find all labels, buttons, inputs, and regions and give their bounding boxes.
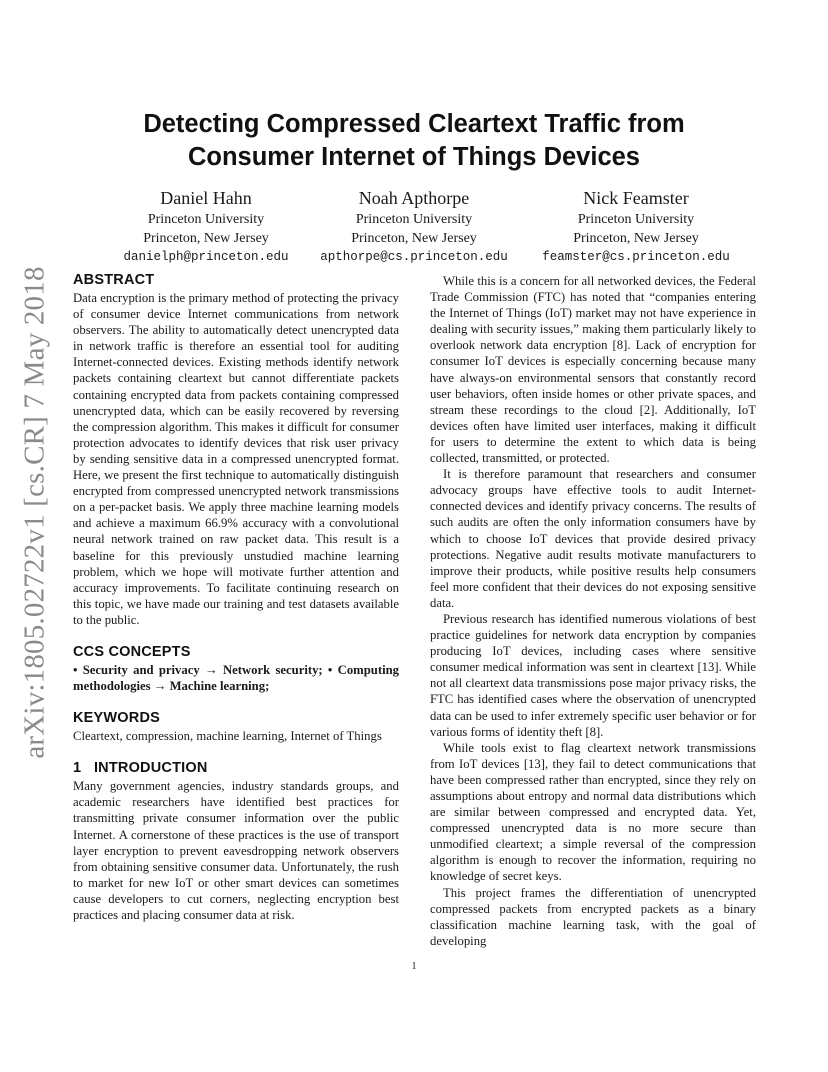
- keywords-heading: KEYWORDS: [73, 710, 160, 727]
- author-name: Daniel Hahn: [160, 188, 252, 208]
- body-paragraph: This project frames the differentiation of unencrypted compressed packets from encrypted packets as a binary classification machine learning task, with the goal of developing: [430, 885, 756, 948]
- body-paragraph: Previous research has identified numerous violations of best practice guidelines for network data encryption by companies producing IoT devices, including cases where sensitive consumer medical information was sent in cleartext [13]. While not all cleartext data transmissions pose major privacy risks, the FTC has identified cases where the observation of unencrypted data can be used to infer extremely specific user behavior or for various forms of identity theft [8].: [430, 611, 756, 739]
- author-block-3: [516, 186, 756, 267]
- body-paragraph: While this is a concern for all networked devices, the Federal Trade Commission (FTC) has noted that “companies entering the Internet of Things (IoT) market may not have experience in dealing with security issues,” making them particularly likely to overlook network data encryption [8]. Lack of encryption for consumer IoT devices is especially concerning because many have always-on environmental sensors that constantly record user behaviors, often inside homes or other private spaces, and stream these recordings to the cloud [2]. Additionally, IoT devices often have limited user interfaces, making it difficult for users to determine the extent to which data is being collected, transmitted, or protected.: [430, 274, 756, 466]
- introduction-heading: 1 INTRODUCTION: [73, 760, 208, 777]
- paper-title-line-2: Consumer Internet of Things Devices: [187, 143, 640, 171]
- body-paragraph: It is therefore paramount that researchers and consumer advocacy groups have effective tools to audit Internet-connected devices and identify privacy concerns. The results of such audits are often the only information consumers have by which to choose IoT devices that provide desired privacy protections. Negative audit results motivate manufacturers to improve their products, while positive results help consumers feel more confident that their devices do not exposing sensitive data.: [430, 467, 756, 610]
- author-name: Noah Apthorpe: [358, 188, 470, 208]
- author-block-1: [86, 186, 326, 267]
- abstract-text: Data encryption is the primary method of protecting the privacy of consumer device Internet communications from network observers. The ability to automatically detect unencrypted data in network traffic is therefore an essential tool for auditing Internet-connected devices. Existing methods identify network packets containing cleartext but cannot differentiate packets containing encrypted data from packets containing compressed unencrypted data, which can be easily recovered by reversing the compression algorithm. This makes it difficult for consumer protection advocates to identify devices that risk user privacy by sending sensitive data in a compressed unencrypted format. Here, we present the first technique to automatically distinguish encrypted from compressed unencrypted network transmissions on a per-packet basis. We apply three machine learning models and achieve a maximum 66.9% accuracy with a convolutional neural network trained on raw packet data. This result is a baseline for this previously unstudied machine learning problem, which we hope will motivate further attention and accuracy improvements. To facilitate continuing research on this topic, we have made our training and test datasets available to the public.: [73, 291, 399, 627]
- paper-title: [74, 108, 754, 174]
- author-name: Nick Feamster: [583, 188, 689, 208]
- author-email: feamster@cs.princeton.edu: [542, 250, 730, 264]
- author-block-2: [294, 186, 534, 267]
- author-affiliation: Princeton University: [355, 212, 473, 227]
- author-affiliation: Princeton University: [147, 212, 265, 227]
- author-email: apthorpe@cs.princeton.edu: [320, 250, 508, 264]
- author-affiliation: Princeton University: [577, 212, 695, 227]
- ccs-concepts-text: • Security and privacy → Network security; • Computing methodologies → Machine learning;: [73, 662, 399, 694]
- paper-title-line-1: Detecting Compressed Cleartext Traffic from: [143, 110, 685, 138]
- arxiv-identifier-stamp: [18, 266, 51, 759]
- right-column: [430, 273, 756, 949]
- page-number: 1: [411, 961, 417, 972]
- ccs-concepts-heading: CCS CONCEPTS: [73, 643, 191, 660]
- author-email: danielph@princeton.edu: [123, 250, 289, 264]
- abstract-heading: ABSTRACT: [73, 272, 155, 288]
- keywords-text: Cleartext, compression, machine learning, Internet of Things: [73, 729, 382, 744]
- author-location: Princeton, New Jersey: [351, 231, 477, 246]
- author-location: Princeton, New Jersey: [573, 231, 699, 246]
- body-paragraph: While tools exist to flag cleartext network transmissions from IoT devices [13], they fail to detect communications that have been compressed rather than encrypted, since they rely on assumptions about entropy and normal data distributions which are similar between compressed and encrypted data. Yet, compressed unencrypted data is no more secure than unmodified cleartext; a simple reversal of the compression algorithm is enough to recover the information, requiring no knowledge of secret keys.: [430, 740, 756, 884]
- left-column: [73, 270, 399, 923]
- introduction-paragraph-1: Many government agencies, industry standards groups, and academic researchers have identified best practices for transmitting private consumer information over the public Internet. A cornerstone of these practices is the use of transport layer encryption to prevent eavesdropping network observers from obtaining sensitive consumer data. Unfortunately, the rush to market for new IoT or other smart devices can sometimes cause developers to cut corners, neglecting encryption best practices and placing consumer data at risk.: [73, 779, 399, 922]
- author-location: Princeton, New Jersey: [143, 231, 269, 246]
- arxiv-identifier-text: arXiv:1805.02722v1 [cs.CR] 7 May 2018: [18, 266, 51, 759]
